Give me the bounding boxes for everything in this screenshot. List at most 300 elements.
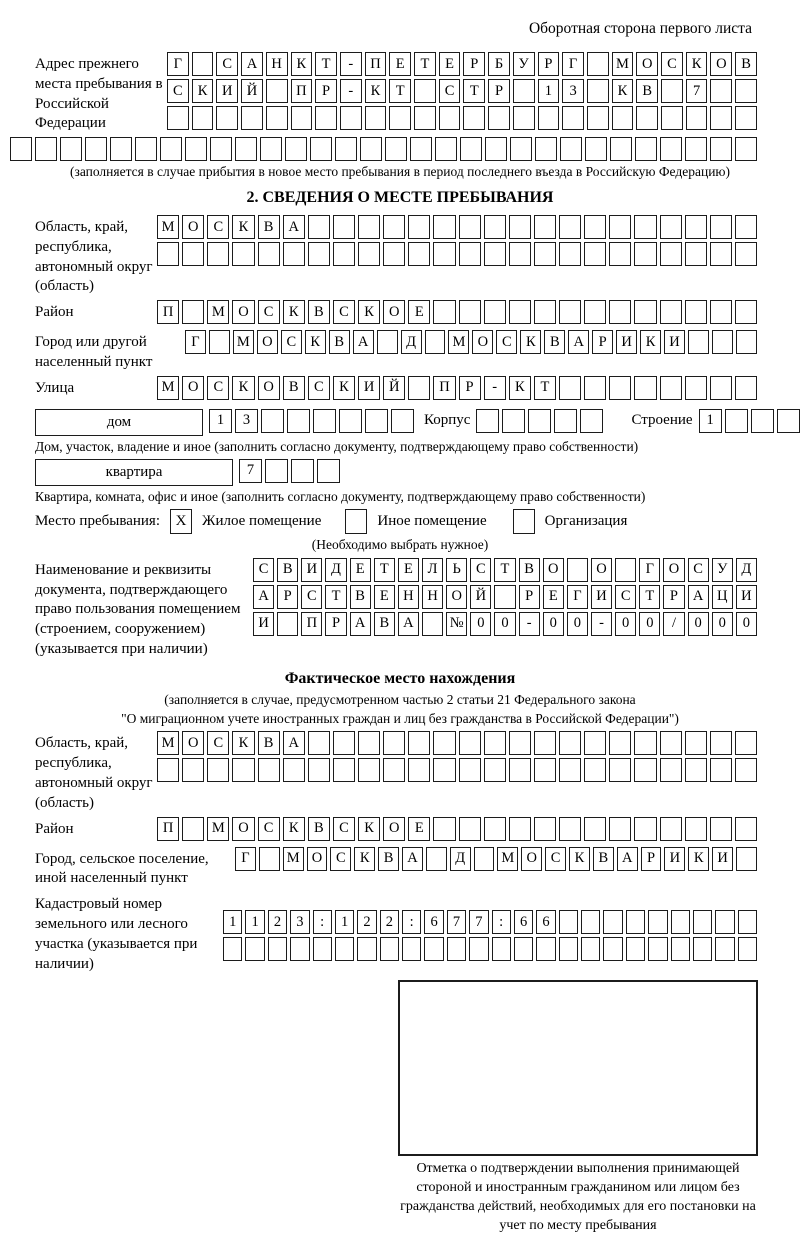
char-cell[interactable]: 6 xyxy=(514,910,533,934)
char-cell[interactable]: 6 xyxy=(424,910,443,934)
char-cell[interactable] xyxy=(266,79,288,103)
char-cell[interactable] xyxy=(258,242,280,266)
char-cell[interactable] xyxy=(559,758,581,782)
char-cell[interactable]: К xyxy=(232,376,254,400)
char-cell[interactable]: Е xyxy=(389,52,411,76)
char-cell[interactable] xyxy=(580,409,603,433)
char-cell[interactable]: 1 xyxy=(209,409,232,433)
char-cell[interactable]: С xyxy=(258,300,280,324)
char-cell[interactable]: Н xyxy=(422,585,443,609)
char-cell[interactable]: : xyxy=(313,910,332,934)
char-cell[interactable]: 6 xyxy=(536,910,555,934)
char-cell[interactable] xyxy=(660,137,682,161)
char-cell[interactable] xyxy=(335,937,354,961)
char-cell[interactable] xyxy=(735,817,757,841)
char-cell[interactable] xyxy=(538,106,560,130)
char-cell[interactable] xyxy=(435,137,457,161)
char-cell[interactable] xyxy=(333,731,355,755)
char-cell[interactable] xyxy=(735,300,757,324)
char-cell[interactable] xyxy=(433,731,455,755)
char-cell[interactable] xyxy=(660,300,682,324)
char-cell[interactable]: Р xyxy=(592,330,613,354)
char-cell[interactable] xyxy=(283,242,305,266)
char-cell[interactable]: Р xyxy=(641,847,662,871)
char-cell[interactable] xyxy=(459,758,481,782)
char-cell[interactable] xyxy=(609,758,631,782)
char-cell[interactable] xyxy=(693,910,712,934)
char-cell[interactable] xyxy=(513,79,535,103)
char-cell[interactable] xyxy=(609,817,631,841)
char-cell[interactable] xyxy=(484,215,506,239)
char-cell[interactable] xyxy=(710,731,732,755)
char-cell[interactable]: С xyxy=(688,558,709,582)
char-cell[interactable]: Е xyxy=(374,585,395,609)
char-cell[interactable]: М xyxy=(157,731,179,755)
char-cell[interactable] xyxy=(182,817,204,841)
char-cell[interactable] xyxy=(410,137,432,161)
char-cell[interactable] xyxy=(584,817,606,841)
char-cell[interactable] xyxy=(484,300,506,324)
char-cell[interactable] xyxy=(735,215,757,239)
char-cell[interactable]: 7 xyxy=(239,459,262,483)
char-cell[interactable]: Г xyxy=(567,585,588,609)
char-cell[interactable] xyxy=(502,409,525,433)
char-cell[interactable] xyxy=(534,300,556,324)
char-cell[interactable] xyxy=(308,731,330,755)
char-cell[interactable]: Р xyxy=(538,52,560,76)
char-cell[interactable]: В xyxy=(374,612,395,636)
char-cell[interactable]: Т xyxy=(325,585,346,609)
char-cell[interactable] xyxy=(660,242,682,266)
char-cell[interactable]: Е xyxy=(350,558,371,582)
char-cell[interactable]: П xyxy=(157,300,179,324)
char-cell[interactable] xyxy=(559,215,581,239)
char-cell[interactable] xyxy=(528,409,551,433)
char-cell[interactable] xyxy=(469,937,488,961)
char-cell[interactable]: Р xyxy=(663,585,684,609)
char-cell[interactable]: О xyxy=(383,817,405,841)
char-cell[interactable]: М xyxy=(497,847,518,871)
char-cell[interactable]: А xyxy=(350,612,371,636)
char-cell[interactable]: В xyxy=(258,215,280,239)
char-cell[interactable] xyxy=(735,242,757,266)
char-cell[interactable]: О xyxy=(591,558,612,582)
char-cell[interactable] xyxy=(671,910,690,934)
char-cell[interactable] xyxy=(241,106,263,130)
char-cell[interactable]: С xyxy=(207,731,229,755)
char-cell[interactable] xyxy=(712,330,733,354)
char-cell[interactable] xyxy=(710,79,732,103)
char-cell[interactable]: П xyxy=(433,376,455,400)
char-cell[interactable]: М xyxy=(233,330,254,354)
char-cell[interactable] xyxy=(509,817,531,841)
char-cell[interactable] xyxy=(648,937,667,961)
char-cell[interactable] xyxy=(192,52,214,76)
char-cell[interactable] xyxy=(534,817,556,841)
char-cell[interactable]: 0 xyxy=(615,612,636,636)
char-cell[interactable]: К xyxy=(688,847,709,871)
char-cell[interactable] xyxy=(584,376,606,400)
char-cell[interactable] xyxy=(157,758,179,782)
char-cell[interactable]: М xyxy=(283,847,304,871)
char-cell[interactable] xyxy=(313,409,336,433)
char-cell[interactable] xyxy=(408,731,430,755)
char-cell[interactable] xyxy=(232,242,254,266)
char-cell[interactable]: Ь xyxy=(446,558,467,582)
char-cell[interactable] xyxy=(610,137,632,161)
char-cell[interactable] xyxy=(383,731,405,755)
char-cell[interactable]: О xyxy=(258,376,280,400)
char-cell[interactable]: Т xyxy=(639,585,660,609)
char-cell[interactable]: 7 xyxy=(686,79,708,103)
char-cell[interactable] xyxy=(710,376,732,400)
char-cell[interactable]: 1 xyxy=(699,409,722,433)
char-cell[interactable]: Д xyxy=(401,330,422,354)
char-cell[interactable] xyxy=(534,731,556,755)
char-cell[interactable]: И xyxy=(616,330,637,354)
char-cell[interactable]: И xyxy=(591,585,612,609)
char-cell[interactable]: Д xyxy=(325,558,346,582)
char-cell[interactable] xyxy=(380,937,399,961)
char-cell[interactable] xyxy=(358,731,380,755)
char-cell[interactable]: С xyxy=(496,330,517,354)
char-cell[interactable] xyxy=(358,215,380,239)
char-cell[interactable] xyxy=(383,215,405,239)
char-cell[interactable] xyxy=(710,300,732,324)
char-cell[interactable]: И xyxy=(736,585,757,609)
char-cell[interactable]: М xyxy=(157,215,179,239)
char-cell[interactable]: М xyxy=(207,817,229,841)
char-cell[interactable] xyxy=(232,758,254,782)
char-cell[interactable]: К xyxy=(640,330,661,354)
char-cell[interactable] xyxy=(685,758,707,782)
char-cell[interactable]: В xyxy=(277,558,298,582)
char-cell[interactable]: - xyxy=(340,79,362,103)
char-cell[interactable]: П xyxy=(157,817,179,841)
char-cell[interactable]: О xyxy=(182,731,204,755)
char-cell[interactable]: К xyxy=(358,300,380,324)
char-cell[interactable] xyxy=(291,106,313,130)
char-cell[interactable]: И xyxy=(712,847,733,871)
char-cell[interactable] xyxy=(587,52,609,76)
char-cell[interactable]: В xyxy=(735,52,757,76)
char-cell[interactable]: / xyxy=(663,612,684,636)
char-cell[interactable] xyxy=(562,106,584,130)
char-cell[interactable] xyxy=(710,215,732,239)
char-cell[interactable] xyxy=(685,731,707,755)
char-cell[interactable] xyxy=(408,376,430,400)
char-cell[interactable] xyxy=(358,242,380,266)
char-cell[interactable] xyxy=(685,300,707,324)
char-cell[interactable] xyxy=(777,409,800,433)
char-cell[interactable] xyxy=(603,910,622,934)
char-cell[interactable]: С xyxy=(661,52,683,76)
char-cell[interactable] xyxy=(735,79,757,103)
apartment-type-box[interactable]: квартира xyxy=(35,459,233,486)
char-cell[interactable]: К xyxy=(569,847,590,871)
char-cell[interactable] xyxy=(383,242,405,266)
char-cell[interactable]: И xyxy=(301,558,322,582)
char-cell[interactable]: О xyxy=(232,817,254,841)
char-cell[interactable] xyxy=(308,758,330,782)
char-cell[interactable] xyxy=(688,330,709,354)
char-cell[interactable] xyxy=(408,758,430,782)
char-cell[interactable] xyxy=(636,106,658,130)
char-cell[interactable]: А xyxy=(688,585,709,609)
char-cell[interactable] xyxy=(484,731,506,755)
char-cell[interactable] xyxy=(260,137,282,161)
char-cell[interactable]: - xyxy=(340,52,362,76)
char-cell[interactable]: О xyxy=(543,558,564,582)
char-cell[interactable]: Ц xyxy=(712,585,733,609)
char-cell[interactable] xyxy=(634,817,656,841)
char-cell[interactable]: Й xyxy=(241,79,263,103)
char-cell[interactable] xyxy=(584,758,606,782)
char-cell[interactable] xyxy=(424,937,443,961)
char-cell[interactable]: И xyxy=(253,612,274,636)
char-cell[interactable]: К xyxy=(358,817,380,841)
char-cell[interactable]: Е xyxy=(408,817,430,841)
char-cell[interactable] xyxy=(335,137,357,161)
checkbox-residential[interactable]: X xyxy=(170,509,192,534)
char-cell[interactable] xyxy=(584,215,606,239)
char-cell[interactable] xyxy=(710,817,732,841)
char-cell[interactable] xyxy=(509,215,531,239)
char-cell[interactable] xyxy=(710,242,732,266)
char-cell[interactable] xyxy=(710,137,732,161)
char-cell[interactable] xyxy=(584,731,606,755)
char-cell[interactable] xyxy=(110,137,132,161)
char-cell[interactable] xyxy=(534,242,556,266)
char-cell[interactable]: А xyxy=(283,215,305,239)
char-cell[interactable] xyxy=(60,137,82,161)
char-cell[interactable]: С xyxy=(439,79,461,103)
char-cell[interactable] xyxy=(216,106,238,130)
char-cell[interactable] xyxy=(554,409,577,433)
char-cell[interactable] xyxy=(484,242,506,266)
char-cell[interactable] xyxy=(182,300,204,324)
char-cell[interactable] xyxy=(492,937,511,961)
char-cell[interactable]: Г xyxy=(185,330,206,354)
char-cell[interactable]: А xyxy=(617,847,638,871)
char-cell[interactable] xyxy=(261,409,284,433)
char-cell[interactable] xyxy=(135,137,157,161)
char-cell[interactable] xyxy=(559,300,581,324)
char-cell[interactable]: М xyxy=(448,330,469,354)
char-cell[interactable] xyxy=(439,106,461,130)
char-cell[interactable]: К xyxy=(283,817,305,841)
char-cell[interactable]: С xyxy=(308,376,330,400)
char-cell[interactable]: И xyxy=(664,330,685,354)
char-cell[interactable]: 7 xyxy=(447,910,466,934)
char-cell[interactable] xyxy=(365,106,387,130)
char-cell[interactable] xyxy=(408,242,430,266)
char-cell[interactable] xyxy=(235,137,257,161)
char-cell[interactable]: Г xyxy=(167,52,189,76)
char-cell[interactable] xyxy=(157,242,179,266)
char-cell[interactable]: 0 xyxy=(736,612,757,636)
char-cell[interactable]: О xyxy=(710,52,732,76)
char-cell[interactable] xyxy=(738,910,757,934)
char-cell[interactable] xyxy=(634,215,656,239)
char-cell[interactable]: 0 xyxy=(494,612,515,636)
char-cell[interactable]: К xyxy=(612,79,634,103)
char-cell[interactable] xyxy=(333,758,355,782)
char-cell[interactable] xyxy=(408,215,430,239)
char-cell[interactable]: А xyxy=(283,731,305,755)
char-cell[interactable]: О xyxy=(232,300,254,324)
char-cell[interactable] xyxy=(484,817,506,841)
char-cell[interactable] xyxy=(536,937,555,961)
char-cell[interactable] xyxy=(433,242,455,266)
char-cell[interactable] xyxy=(266,106,288,130)
char-cell[interactable] xyxy=(290,937,309,961)
char-cell[interactable] xyxy=(626,937,645,961)
char-cell[interactable]: О xyxy=(663,558,684,582)
char-cell[interactable] xyxy=(287,409,310,433)
char-cell[interactable]: 7 xyxy=(469,910,488,934)
char-cell[interactable]: И xyxy=(358,376,380,400)
char-cell[interactable]: Д xyxy=(450,847,471,871)
char-cell[interactable] xyxy=(460,137,482,161)
char-cell[interactable] xyxy=(383,758,405,782)
char-cell[interactable] xyxy=(210,137,232,161)
char-cell[interactable]: В xyxy=(378,847,399,871)
char-cell[interactable] xyxy=(587,79,609,103)
char-cell[interactable] xyxy=(425,330,446,354)
char-cell[interactable] xyxy=(559,910,578,934)
char-cell[interactable]: Т xyxy=(389,79,411,103)
char-cell[interactable] xyxy=(634,242,656,266)
char-cell[interactable] xyxy=(265,459,288,483)
char-cell[interactable] xyxy=(559,937,578,961)
char-cell[interactable] xyxy=(308,215,330,239)
char-cell[interactable] xyxy=(433,300,455,324)
char-cell[interactable]: С xyxy=(253,558,274,582)
char-cell[interactable] xyxy=(736,847,757,871)
char-cell[interactable]: Е xyxy=(408,300,430,324)
char-cell[interactable]: К xyxy=(232,215,254,239)
char-cell[interactable] xyxy=(660,758,682,782)
char-cell[interactable] xyxy=(609,300,631,324)
char-cell[interactable] xyxy=(603,937,622,961)
char-cell[interactable] xyxy=(447,937,466,961)
char-cell[interactable] xyxy=(735,376,757,400)
char-cell[interactable] xyxy=(735,137,757,161)
char-cell[interactable]: - xyxy=(519,612,540,636)
char-cell[interactable]: С xyxy=(207,215,229,239)
char-cell[interactable] xyxy=(185,137,207,161)
char-cell[interactable]: К xyxy=(520,330,541,354)
char-cell[interactable] xyxy=(736,330,757,354)
char-cell[interactable] xyxy=(167,106,189,130)
char-cell[interactable] xyxy=(414,106,436,130)
char-cell[interactable] xyxy=(291,459,314,483)
char-cell[interactable] xyxy=(391,409,414,433)
checkbox-organization[interactable] xyxy=(513,509,535,534)
char-cell[interactable]: О xyxy=(521,847,542,871)
char-cell[interactable]: С xyxy=(281,330,302,354)
char-cell[interactable]: У xyxy=(712,558,733,582)
char-cell[interactable] xyxy=(182,242,204,266)
char-cell[interactable] xyxy=(389,106,411,130)
char-cell[interactable] xyxy=(648,910,667,934)
char-cell[interactable] xyxy=(609,215,631,239)
char-cell[interactable]: А xyxy=(353,330,374,354)
char-cell[interactable] xyxy=(259,847,280,871)
char-cell[interactable] xyxy=(459,817,481,841)
char-cell[interactable]: В xyxy=(544,330,565,354)
char-cell[interactable] xyxy=(534,758,556,782)
char-cell[interactable] xyxy=(207,242,229,266)
char-cell[interactable]: А xyxy=(402,847,423,871)
char-cell[interactable] xyxy=(660,376,682,400)
char-cell[interactable] xyxy=(735,106,757,130)
char-cell[interactable]: П xyxy=(365,52,387,76)
char-cell[interactable]: В xyxy=(258,731,280,755)
char-cell[interactable] xyxy=(510,137,532,161)
char-cell[interactable] xyxy=(333,242,355,266)
char-cell[interactable]: 0 xyxy=(688,612,709,636)
char-cell[interactable]: Р xyxy=(463,52,485,76)
char-cell[interactable]: П xyxy=(291,79,313,103)
char-cell[interactable]: К xyxy=(283,300,305,324)
char-cell[interactable] xyxy=(377,330,398,354)
char-cell[interactable] xyxy=(268,937,287,961)
char-cell[interactable]: С xyxy=(470,558,491,582)
char-cell[interactable] xyxy=(581,910,600,934)
char-cell[interactable]: 3 xyxy=(235,409,258,433)
char-cell[interactable]: Р xyxy=(488,79,510,103)
char-cell[interactable] xyxy=(587,106,609,130)
char-cell[interactable] xyxy=(333,215,355,239)
char-cell[interactable] xyxy=(85,137,107,161)
char-cell[interactable] xyxy=(459,731,481,755)
char-cell[interactable] xyxy=(192,106,214,130)
char-cell[interactable] xyxy=(285,137,307,161)
char-cell[interactable] xyxy=(751,409,774,433)
char-cell[interactable]: П xyxy=(301,612,322,636)
char-cell[interactable]: И xyxy=(216,79,238,103)
char-cell[interactable] xyxy=(634,758,656,782)
char-cell[interactable]: Е xyxy=(398,558,419,582)
char-cell[interactable] xyxy=(160,137,182,161)
char-cell[interactable]: К xyxy=(291,52,313,76)
char-cell[interactable]: С xyxy=(330,847,351,871)
char-cell[interactable] xyxy=(182,758,204,782)
char-cell[interactable]: Р xyxy=(325,612,346,636)
char-cell[interactable] xyxy=(509,758,531,782)
char-cell[interactable]: С xyxy=(258,817,280,841)
char-cell[interactable] xyxy=(426,847,447,871)
char-cell[interactable] xyxy=(317,459,340,483)
char-cell[interactable]: С xyxy=(615,585,636,609)
char-cell[interactable] xyxy=(509,731,531,755)
char-cell[interactable] xyxy=(725,409,748,433)
char-cell[interactable] xyxy=(634,300,656,324)
char-cell[interactable]: № xyxy=(446,612,467,636)
char-cell[interactable]: У xyxy=(513,52,535,76)
char-cell[interactable]: В xyxy=(308,300,330,324)
char-cell[interactable]: К xyxy=(333,376,355,400)
char-cell[interactable] xyxy=(35,137,57,161)
char-cell[interactable] xyxy=(494,585,515,609)
char-cell[interactable]: : xyxy=(492,910,511,934)
char-cell[interactable]: Т xyxy=(463,79,485,103)
char-cell[interactable]: 1 xyxy=(245,910,264,934)
char-cell[interactable]: С xyxy=(207,376,229,400)
char-cell[interactable] xyxy=(463,106,485,130)
